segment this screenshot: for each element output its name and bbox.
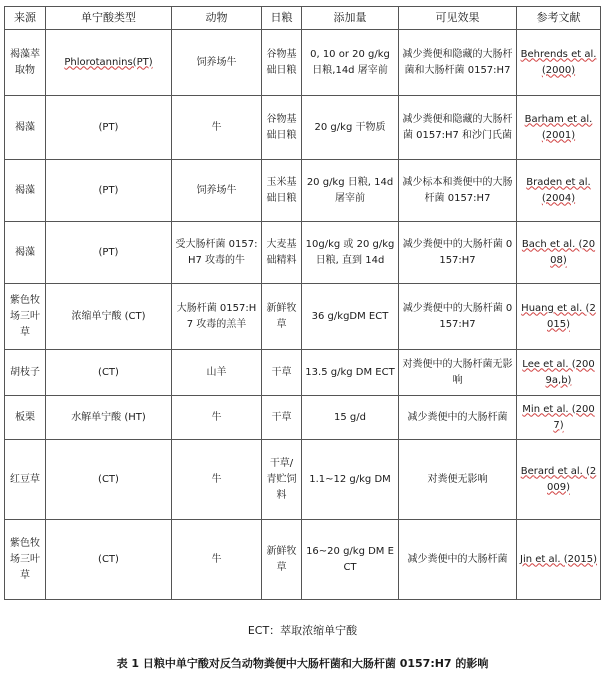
- table-row: [5, 30, 601, 96]
- header-cell: 可见效果: [399, 7, 517, 30]
- effect-cell: 对粪便无影响: [399, 440, 517, 520]
- effects-table: [4, 6, 601, 600]
- effect-cell: 对粪便中的大肠杆菌无影响: [399, 350, 517, 396]
- tannin-type-cell: (PT): [46, 222, 172, 284]
- tannin-type-cell: (CT): [46, 440, 172, 520]
- source-cell: 褐藻萃取物: [5, 30, 46, 96]
- animal-cell: 大肠杆菌 0157:H7 攻毒的羔羊: [172, 284, 262, 350]
- dose-cell: 13.5 g/kg DM ECT: [302, 350, 399, 396]
- table-row: [5, 222, 601, 284]
- animal-cell: 牛: [172, 396, 262, 440]
- source-cell: 褐藻: [5, 96, 46, 160]
- effect-cell: 减少粪便中的大肠杆菌 0157:H7: [399, 284, 517, 350]
- source-cell: 紫色牧场三叶草: [5, 284, 46, 350]
- effect-cell: 减少粪便和隐藏的大肠杆菌 0157:H7 和沙门氏菌: [399, 96, 517, 160]
- source-cell: 红豆草: [5, 440, 46, 520]
- effect-cell: 减少粪便中的大肠杆菌: [399, 520, 517, 600]
- dose-cell: 15 g/d: [302, 396, 399, 440]
- animal-cell: 受大肠杆菌 0157:H7 攻毒的牛: [172, 222, 262, 284]
- reference-cell: Berard et al. (2009): [517, 440, 601, 520]
- dose-cell: 1.1~12 g/kg DM: [302, 440, 399, 520]
- diet-cell: 玉米基础日粮: [262, 160, 302, 222]
- header-row: [5, 7, 601, 30]
- dose-cell: 0, 10 or 20 g/kg 日粮,14d 屠宰前: [302, 30, 399, 96]
- animal-cell: 山羊: [172, 350, 262, 396]
- tannin-type-cell: 水解单宁酸 (HT): [46, 396, 172, 440]
- reference-cell: Huang et al. (2015): [517, 284, 601, 350]
- header-cell: 来源: [5, 7, 46, 30]
- diet-cell: 谷物基础日粮: [262, 30, 302, 96]
- table-row: [5, 96, 601, 160]
- reference-cell: Lee et al. (2009a,b): [517, 350, 601, 396]
- table-row: [5, 440, 601, 520]
- table-row: [5, 284, 601, 350]
- diet-cell: 谷物基础日粮: [262, 96, 302, 160]
- effect-cell: 减少粪便中的大肠杆菌 0157:H7: [399, 222, 517, 284]
- header-cell: 单宁酸类型: [46, 7, 172, 30]
- dose-cell: 20 g/kg 日粮, 14d 屠宰前: [302, 160, 399, 222]
- table-footnote: ECT：萃取浓缩单宁酸: [247, 624, 358, 637]
- source-cell: 褐藻: [5, 222, 46, 284]
- tannin-type-cell: (CT): [46, 520, 172, 600]
- table-caption: 表 1 日粮中单宁酸对反刍动物粪便中大肠杆菌和大肠杆菌 0157:H7 的影响: [116, 657, 489, 670]
- dose-cell: 36 g/kgDM ECT: [302, 284, 399, 350]
- dose-cell: 20 g/kg 干物质: [302, 96, 399, 160]
- effect-cell: 减少标本和粪便中的大肠杆菌 0157:H7: [399, 160, 517, 222]
- dose-cell: 16~20 g/kg DM ECT: [302, 520, 399, 600]
- header-cell: 参考文献: [517, 7, 601, 30]
- reference-cell: Jin et al. (2015): [517, 520, 601, 600]
- tannin-type-cell: (CT): [46, 350, 172, 396]
- animal-cell: 牛: [172, 96, 262, 160]
- reference-cell: Barham et al. (2001): [517, 96, 601, 160]
- dose-cell: 10g/kg 或 20 g/kg 日粮, 直到 14d: [302, 222, 399, 284]
- header-cell: 日粮: [262, 7, 302, 30]
- diet-cell: 干草/青贮饲料: [262, 440, 302, 520]
- source-cell: 胡枝子: [5, 350, 46, 396]
- source-cell: 紫色牧场三叶草: [5, 520, 46, 600]
- header-cell: 添加量: [302, 7, 399, 30]
- effect-cell: 减少粪便和隐藏的大肠杆菌和大肠杆菌 0157:H7: [399, 30, 517, 96]
- tannin-type-cell: (PT): [46, 96, 172, 160]
- tannin-type-cell: (PT): [46, 160, 172, 222]
- source-cell: 褐藻: [5, 160, 46, 222]
- table-row: [5, 396, 601, 440]
- tannin-type-cell: 浓缩单宁酸 (CT): [46, 284, 172, 350]
- animal-cell: 饲养场牛: [172, 30, 262, 96]
- animal-cell: 牛: [172, 520, 262, 600]
- reference-cell: Min et al. (2007): [517, 396, 601, 440]
- reference-cell: Braden et al. (2004): [517, 160, 601, 222]
- diet-cell: 新鲜牧草: [262, 520, 302, 600]
- tannin-type-cell: Phlorotannins(PT): [46, 30, 172, 96]
- table-row: [5, 520, 601, 600]
- animal-cell: 牛: [172, 440, 262, 520]
- header-cell: 动物: [172, 7, 262, 30]
- effect-cell: 减少粪便中的大肠杆菌: [399, 396, 517, 440]
- diet-cell: 新鲜牧草: [262, 284, 302, 350]
- reference-cell: Behrends et al. (2000): [517, 30, 601, 96]
- diet-cell: 干草: [262, 350, 302, 396]
- source-cell: 板栗: [5, 396, 46, 440]
- table-row: [5, 160, 601, 222]
- diet-cell: 干草: [262, 396, 302, 440]
- table-row: [5, 350, 601, 396]
- animal-cell: 饲养场牛: [172, 160, 262, 222]
- reference-cell: Bach et al. (2008): [517, 222, 601, 284]
- diet-cell: 大麦基础精料: [262, 222, 302, 284]
